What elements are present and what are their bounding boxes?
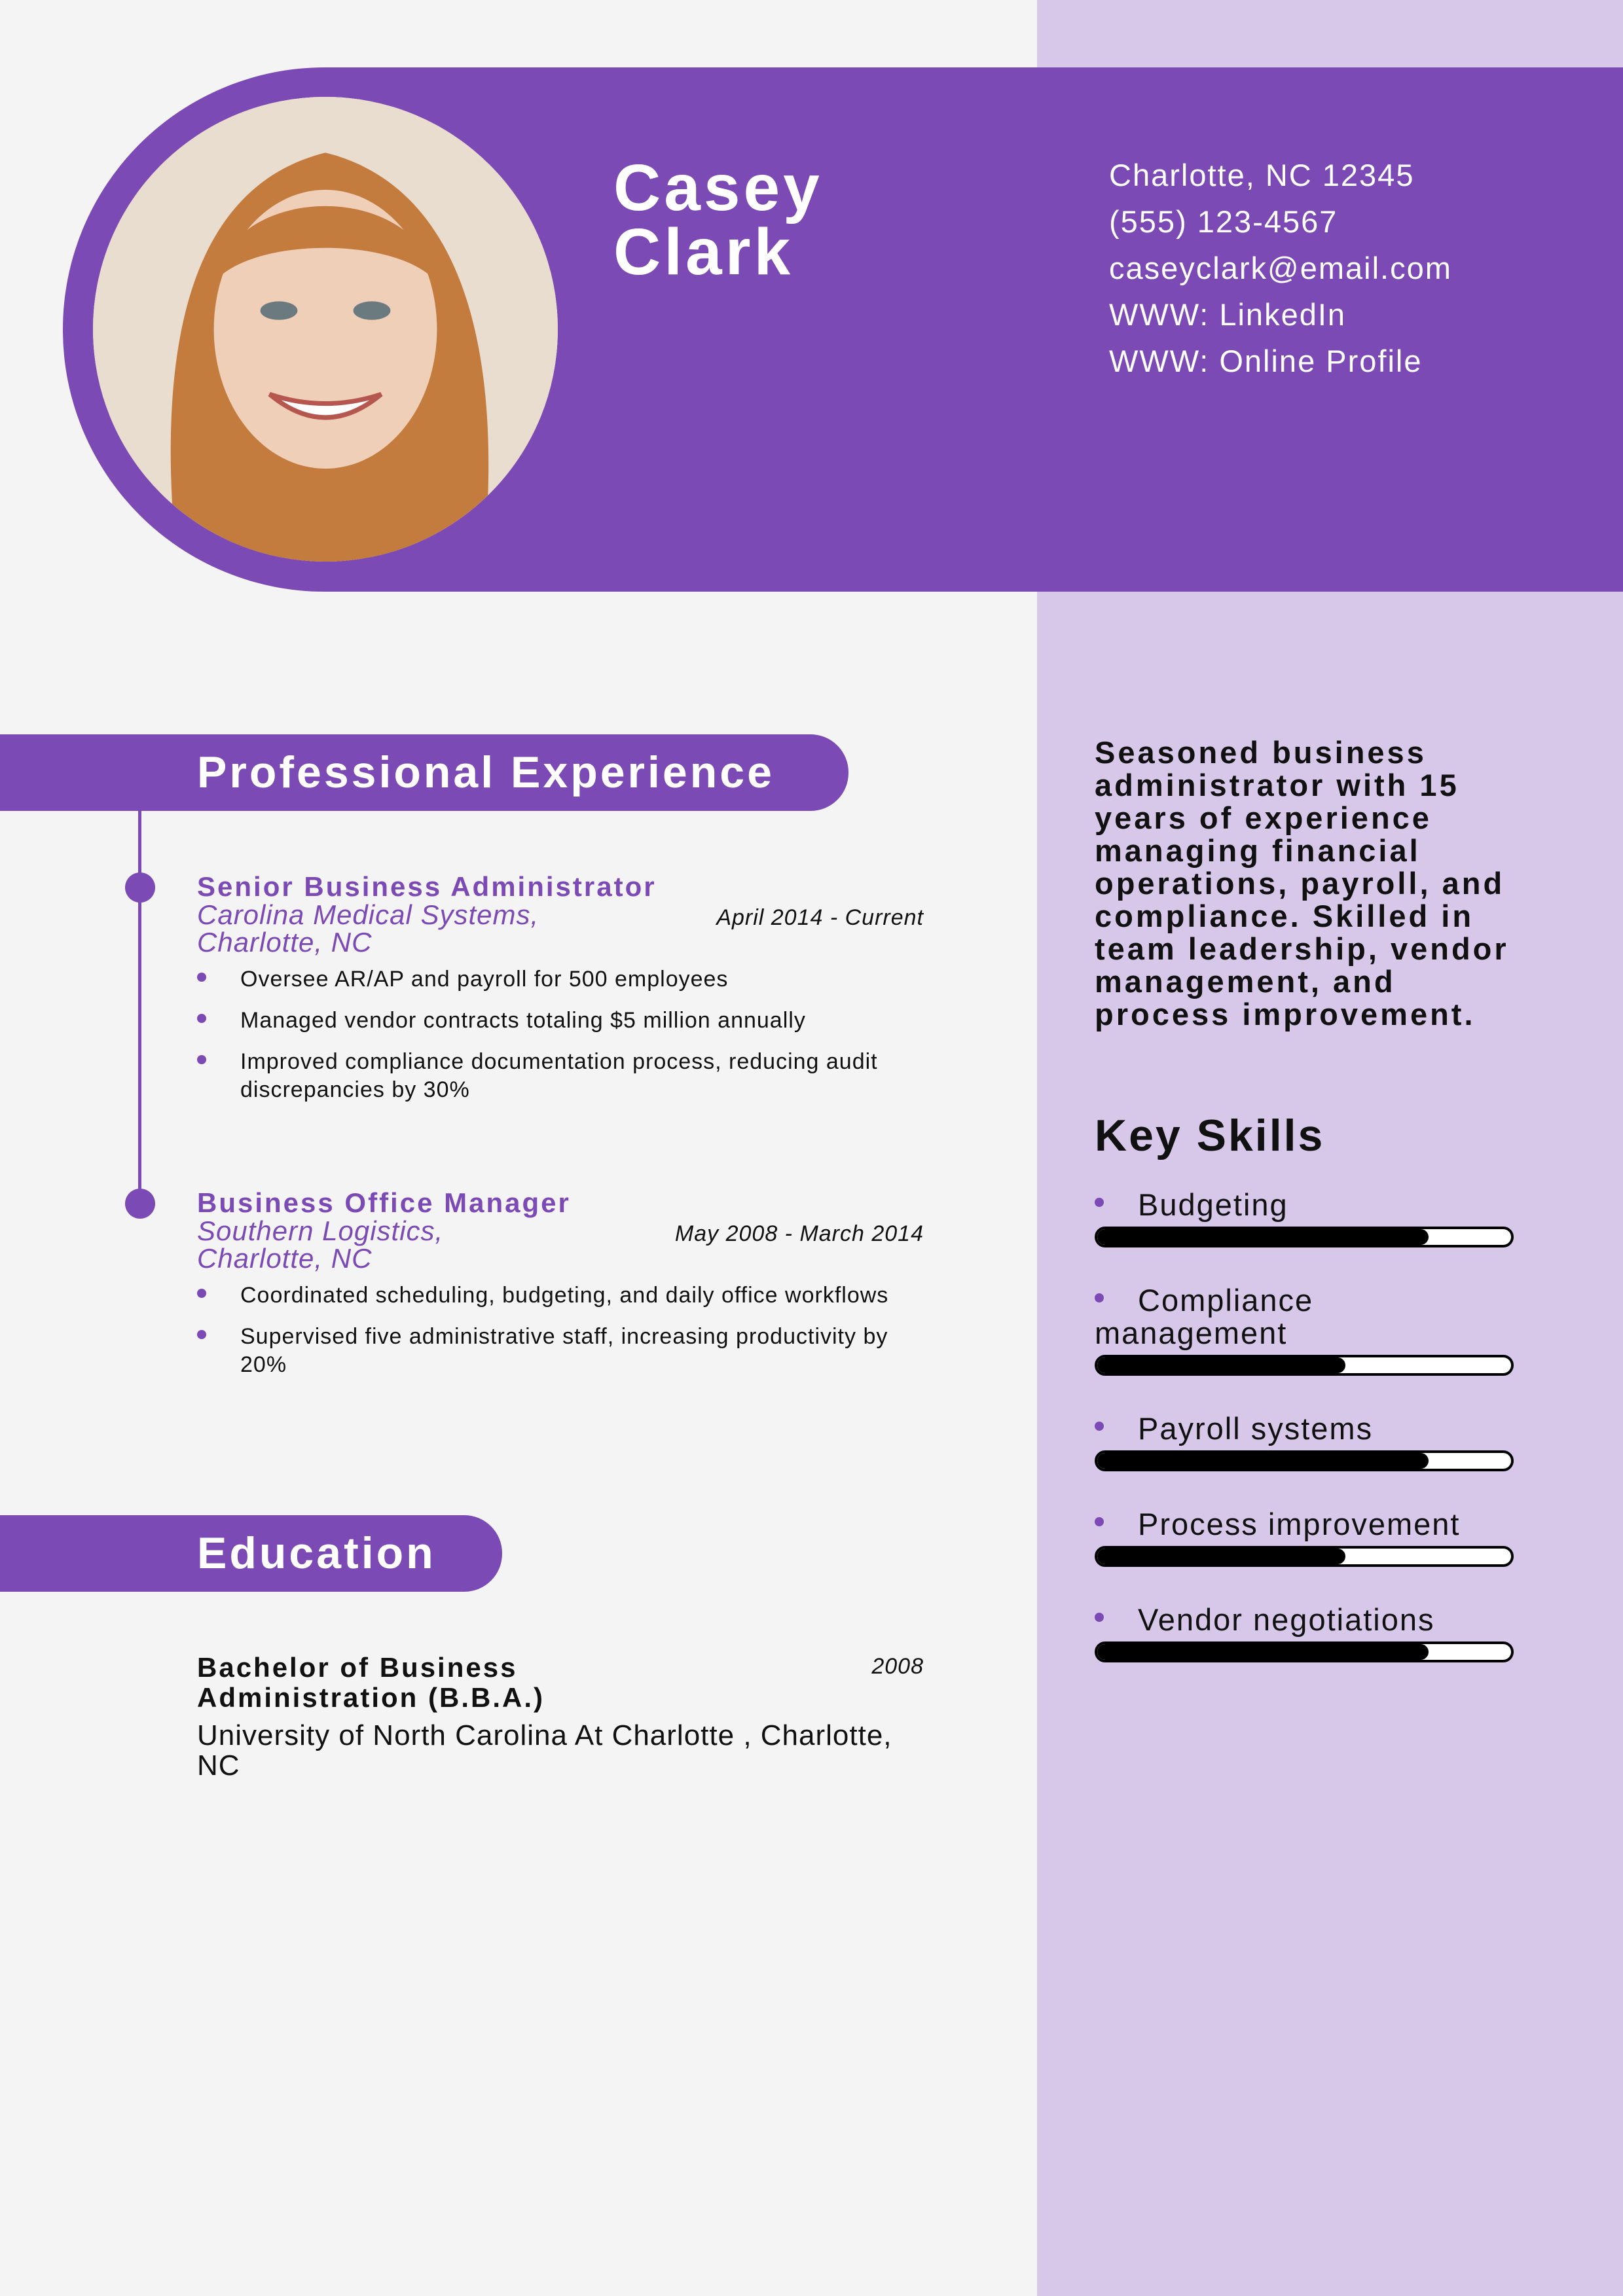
skill-item xyxy=(1095,1604,1514,1662)
skill-level-fill xyxy=(1097,1357,1345,1373)
skill-item xyxy=(1095,1284,1514,1376)
skill-level-fill xyxy=(1097,1453,1429,1469)
job-entry xyxy=(197,872,924,1117)
contact-online-profile[interactable]: WWW: Online Profile xyxy=(1109,344,1423,378)
contact-info xyxy=(1109,152,1452,384)
skill-label: Process improvement xyxy=(1095,1508,1514,1541)
education-degree: Bachelor of Business Administration (B.B.A.) xyxy=(197,1652,545,1713)
job-bullet: Oversee AR/AP and payroll for 500 employees xyxy=(197,965,924,994)
education-banner xyxy=(0,1515,502,1592)
job-bullet: Coordinated scheduling, budgeting, and daily office workflows xyxy=(197,1282,924,1310)
experience-heading: Professional Experience xyxy=(197,747,775,797)
job-dates: April 2014 - Current xyxy=(716,905,924,930)
profile-photo xyxy=(93,97,558,562)
skill-level-bar xyxy=(1095,1546,1514,1567)
timeline-dot xyxy=(125,1189,155,1219)
job-entry xyxy=(197,1189,924,1392)
contact-address: Charlotte, NC 12345 xyxy=(1109,158,1415,192)
contact-email[interactable]: caseyclark@email.com xyxy=(1109,251,1452,285)
education-year: 2008 xyxy=(871,1654,924,1679)
skill-label: Vendor negotiations xyxy=(1095,1604,1514,1636)
skill-level-bar xyxy=(1095,1227,1514,1247)
skill-level-bar xyxy=(1095,1450,1514,1471)
job-bullets xyxy=(197,965,924,1104)
job-bullets xyxy=(197,1282,924,1379)
job-bullet: Managed vendor contracts totaling $5 million annually xyxy=(197,1007,924,1035)
job-company: Carolina Medical Systems, Charlotte, NC xyxy=(197,899,539,958)
candidate-name xyxy=(613,151,823,289)
education-entry xyxy=(197,1653,924,1781)
skill-item xyxy=(1095,1189,1514,1247)
job-bullet: Improved compliance documentation process, reducing audit discrepancies by 30% xyxy=(197,1048,924,1104)
skill-level-fill xyxy=(1097,1644,1429,1660)
skill-level-bar xyxy=(1095,1641,1514,1662)
job-title: Business Office Manager xyxy=(197,1187,571,1218)
skills-heading: Key Skills xyxy=(1095,1111,1325,1160)
job-dates: May 2008 - March 2014 xyxy=(674,1221,924,1246)
skill-item xyxy=(1095,1412,1514,1471)
education-school: University of North Carolina At Charlotte , Charlotte, NC xyxy=(197,1719,892,1782)
skill-label: Budgeting xyxy=(1095,1189,1514,1221)
professional-summary: Seasoned business administrator with 15 years of experience managing financial operations, payroll, and compliance. Skilled in team leadership, vendor management, and process improvement. xyxy=(1095,735,1509,1031)
first-name: Casey xyxy=(613,151,823,224)
job-title: Senior Business Administrator xyxy=(197,871,657,902)
education-heading: Education xyxy=(197,1528,436,1578)
skill-item xyxy=(1095,1508,1514,1567)
timeline-line xyxy=(138,811,141,1204)
job-bullet: Supervised five administrative staff, increasing productivity by 20% xyxy=(197,1323,924,1379)
timeline-dot xyxy=(125,872,155,903)
skill-level-fill xyxy=(1097,1549,1345,1564)
experience-banner xyxy=(0,734,848,811)
contact-linkedin[interactable]: WWW: LinkedIn xyxy=(1109,297,1347,332)
last-name: Clark xyxy=(613,215,794,289)
skill-level-fill xyxy=(1097,1229,1429,1245)
skill-label: Compliance management xyxy=(1095,1284,1514,1350)
skill-level-bar xyxy=(1095,1355,1514,1376)
skill-label: Payroll systems xyxy=(1095,1412,1514,1445)
job-company: Southern Logistics, Charlotte, NC xyxy=(197,1215,444,1274)
contact-phone: (555) 123-4567 xyxy=(1109,204,1338,239)
